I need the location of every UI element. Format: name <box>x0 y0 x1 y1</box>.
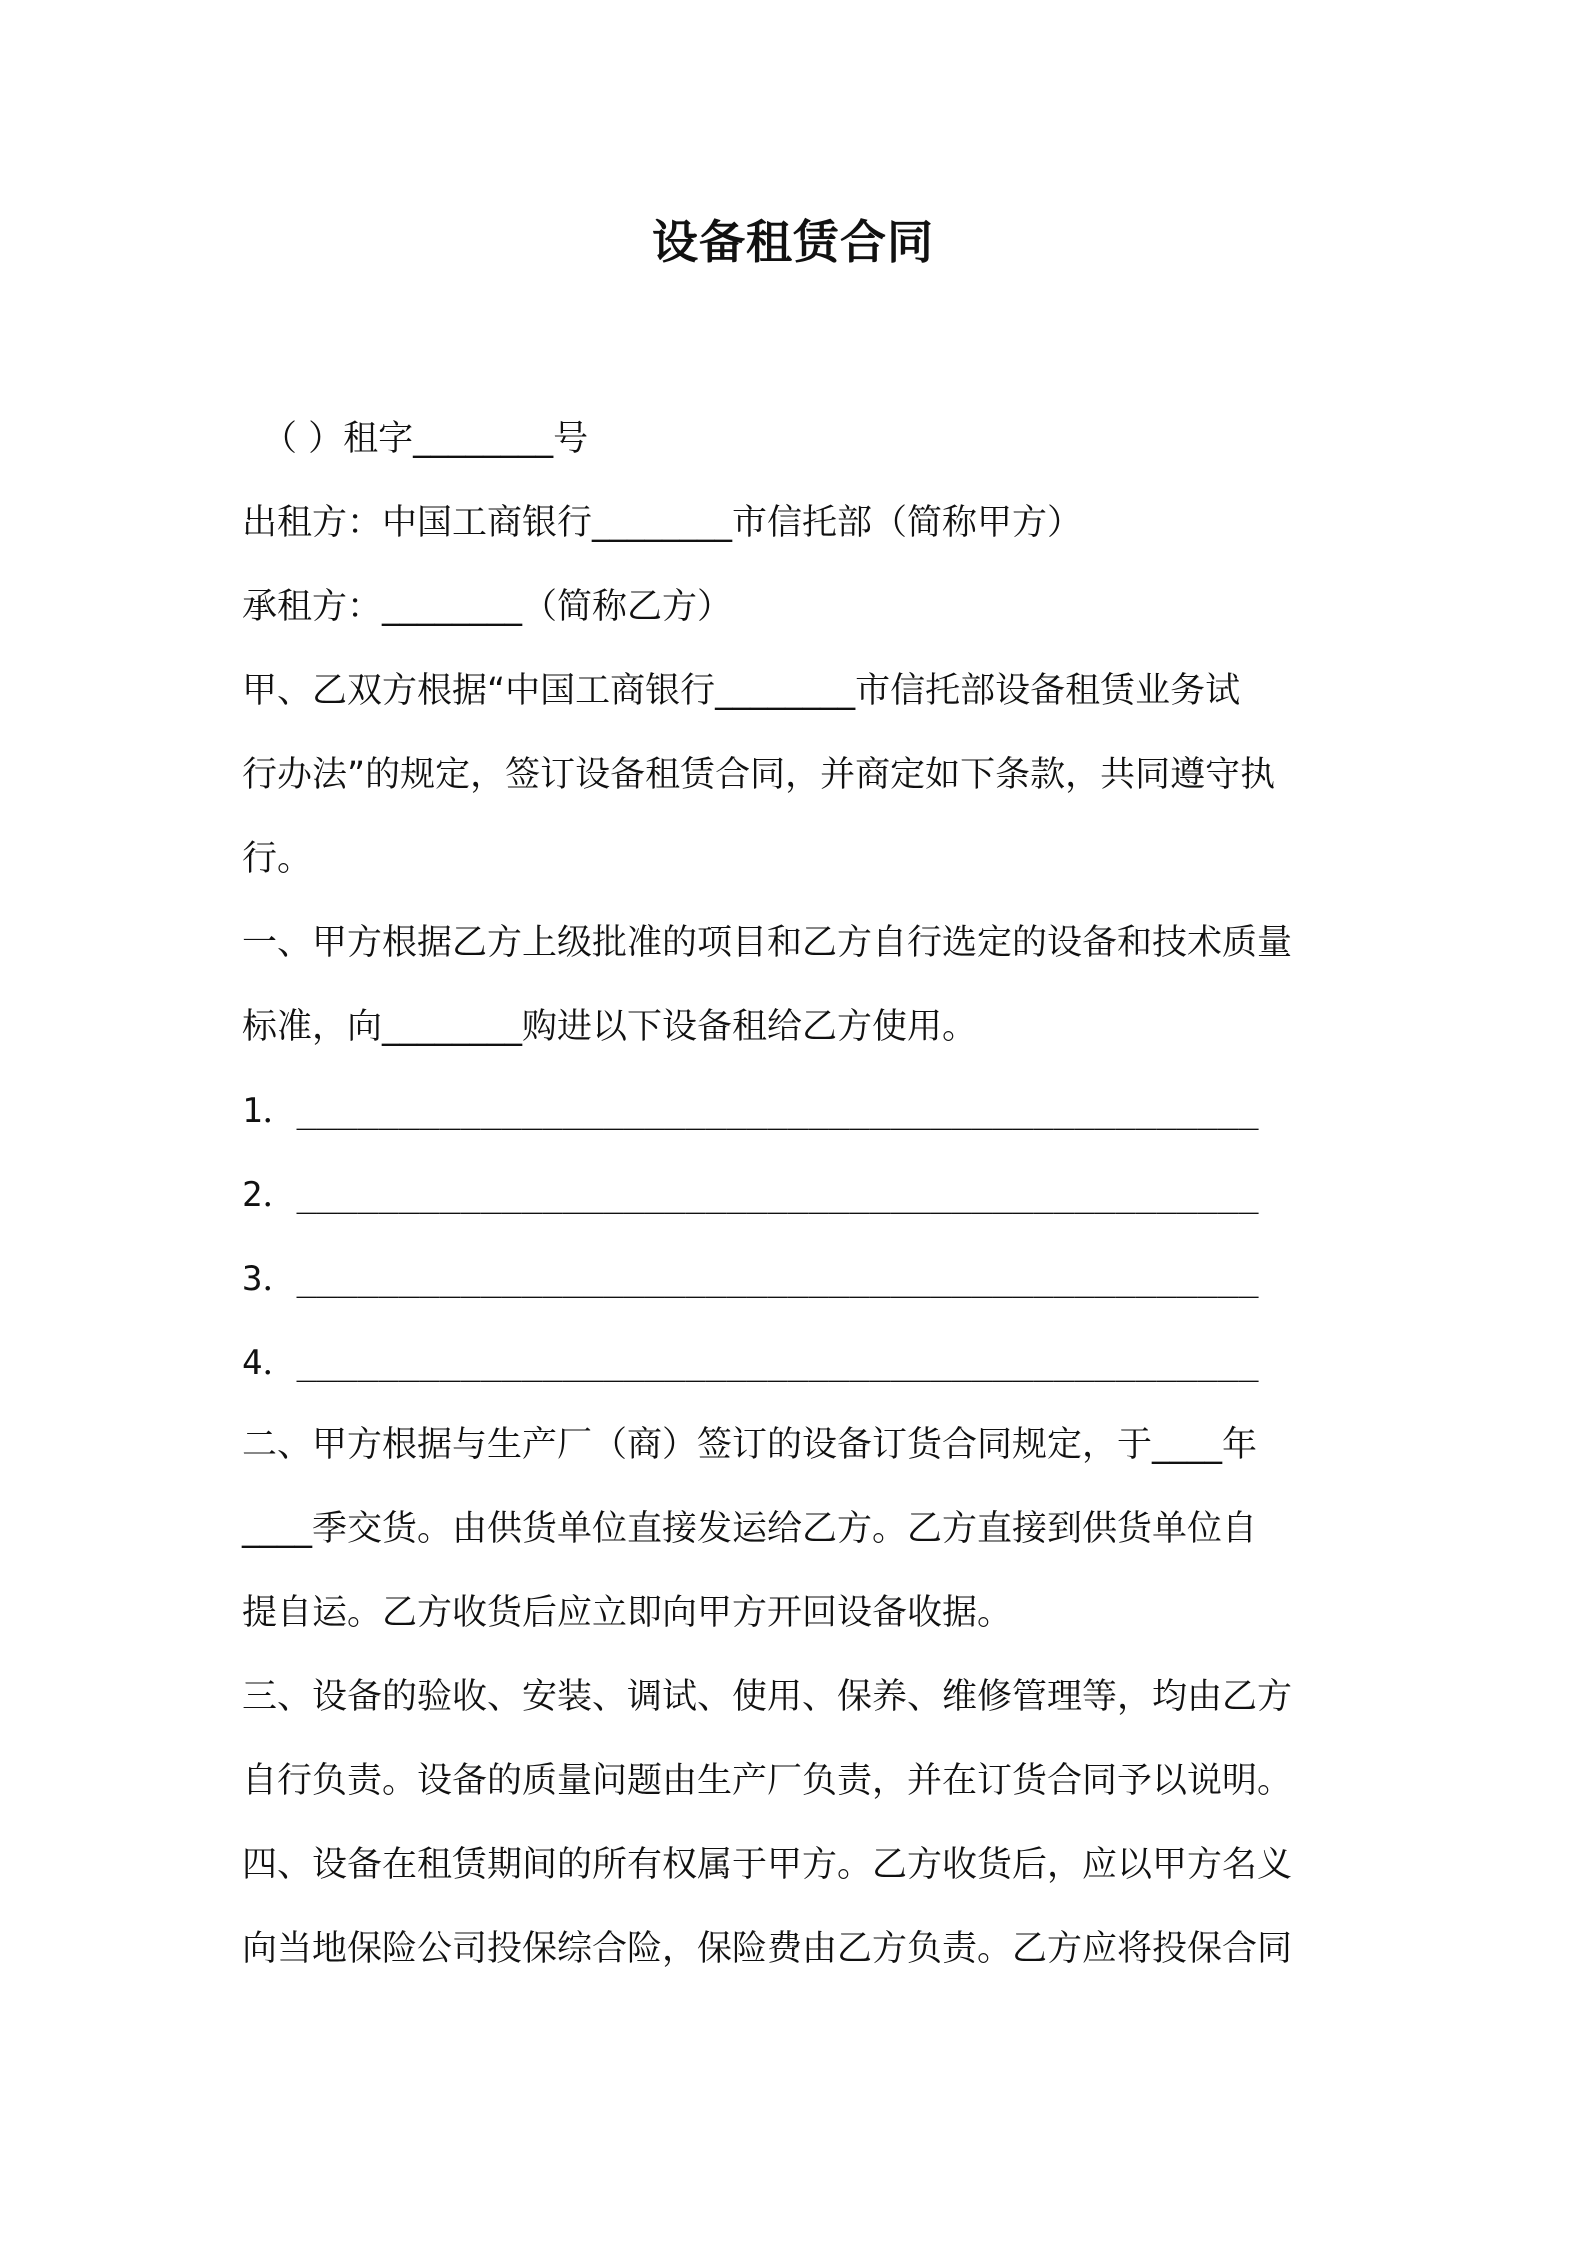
equipment-item-3: 3．_______________________________________________ <box>242 1259 1259 1299</box>
equipment-item-1: 1．_______________________________________________ <box>242 1091 1259 1131</box>
preamble-line: 行办法”的规定，签订设备租赁合同，并商定如下条款，共同遵守执 <box>242 755 1276 795</box>
clause-4-line: 向当地保险公司投保综合险，保险费由乙方负责。乙方应将投保合同 <box>242 1929 1293 1969</box>
clause-3-line: 三、设备的验收、安装、调试、使用、保养、维修管理等，均由乙方 <box>242 1677 1293 1717</box>
clause-2-line: 提自运。乙方收货后应立即向甲方开回设备收据。 <box>242 1593 1013 1633</box>
lessee-line: 承租方：________（简称乙方） <box>242 587 733 627</box>
clause-2-line: 二、甲方根据与生产厂（商）签订的设备订货合同规定，于____年 <box>242 1425 1258 1465</box>
preamble-line: 行。 <box>242 839 313 879</box>
lessor-line: 出租方：中国工商银行________市信托部（简称甲方） <box>242 503 1083 543</box>
clause-2-line: ____季交货。由供货单位直接发运给乙方。乙方直接到供货单位自 <box>242 1509 1258 1549</box>
preamble-line: 甲、乙双方根据“中国工商银行________市信托部设备租赁业务试 <box>242 671 1241 711</box>
clause-1-line: 标准，向________购进以下设备租给乙方使用。 <box>242 1007 978 1047</box>
contract-number: （ ）租字________号 <box>262 419 589 459</box>
equipment-item-4: 4．_______________________________________________ <box>242 1343 1259 1383</box>
clause-1-line: 一、甲方根据乙方上级批准的项目和乙方自行选定的设备和技术质量 <box>242 923 1293 963</box>
clause-3-line: 自行负责。设备的质量问题由生产厂负责，并在订货合同予以说明。 <box>242 1761 1293 1801</box>
page-title: 设备租赁合同 <box>652 215 934 269</box>
clause-4-line: 四、设备在租赁期间的所有权属于甲方。乙方收货后，应以甲方名义 <box>242 1845 1293 1885</box>
equipment-item-2: 2．_______________________________________________ <box>242 1175 1259 1215</box>
